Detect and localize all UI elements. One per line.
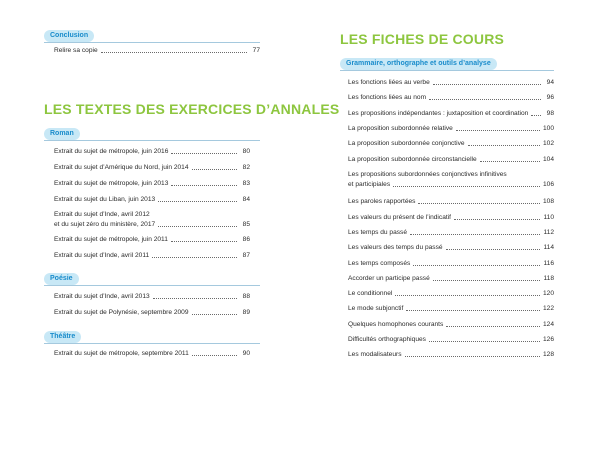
entry-text: Extrait du sujet d’Inde, avril 2013	[54, 293, 150, 300]
entry-page: 83	[242, 180, 250, 187]
entry-text: Les propositions indépendantes : juxtaposition et coordination	[348, 109, 529, 117]
entry-text: Les fonctions liées au verbe	[348, 79, 430, 86]
leader-dots	[405, 356, 540, 357]
leader-dots	[101, 52, 247, 53]
entry-page: 116	[543, 259, 554, 267]
entry-text: et participiales	[348, 180, 391, 188]
entry-page: 96	[546, 94, 554, 102]
toc-entry[interactable]	[54, 292, 250, 301]
leader-dots	[446, 249, 541, 250]
toc-entry[interactable]	[54, 235, 250, 244]
leader-dots	[395, 295, 540, 296]
entry-page: 126	[542, 336, 554, 343]
toc-entry[interactable]	[348, 78, 554, 87]
toc-entry[interactable]	[348, 289, 554, 298]
toc-entry[interactable]	[348, 109, 554, 118]
toc-entry[interactable]	[348, 213, 554, 222]
entry-text: Extrait du sujet de métropole, septembre 2011	[54, 350, 189, 357]
entry-page: 80	[242, 148, 250, 155]
separator	[44, 343, 260, 344]
entry-text: Le mode subjonctif	[348, 305, 404, 313]
leader-dots	[171, 153, 237, 154]
toc-entry[interactable]	[54, 147, 250, 156]
separator	[340, 70, 554, 71]
toc-entry[interactable]	[348, 155, 554, 164]
toc-entry[interactable]	[348, 335, 554, 344]
entry-page: 122	[542, 305, 554, 313]
entry-text: Les valeurs du présent de l’indicatif	[348, 213, 451, 221]
leader-dots	[158, 201, 237, 202]
leader-dots	[454, 219, 540, 220]
toc-entry[interactable]	[348, 124, 554, 133]
toc-entry[interactable]	[348, 259, 554, 268]
leader-dots	[531, 115, 541, 116]
entry-text-line1: Les propositions subordonnées conjonctives infinitives	[348, 170, 507, 178]
leader-dots	[456, 130, 540, 131]
entry-text: Les valeurs des temps du passé	[348, 244, 443, 252]
entry-text: La proposition subordonnée conjonctive	[348, 140, 465, 148]
entry-text: et du sujet zéro du ministère, 2017	[54, 221, 156, 228]
toc-entry[interactable]	[54, 210, 250, 229]
leader-dots	[413, 265, 540, 266]
entry-page: 77	[252, 47, 260, 54]
entry-text: Les temps du passé	[348, 228, 408, 236]
leader-dots	[406, 310, 540, 311]
leader-dots	[153, 298, 237, 299]
entry-text-line1: Extrait du sujet d’Inde, avril 2012	[54, 211, 150, 218]
leader-dots	[171, 185, 237, 186]
leader-dots	[393, 186, 540, 187]
toc-entry[interactable]	[348, 274, 554, 283]
leader-dots	[152, 257, 237, 258]
entry-text: Extrait du sujet de Polynésie, septembre 2009	[54, 309, 189, 316]
leader-dots	[192, 169, 237, 170]
entry-text: Extrait du sujet de métropole, juin 2013	[54, 180, 169, 187]
entry-text: Extrait du sujet d’Inde, avril 2011	[54, 252, 150, 259]
entry-page: 88	[242, 293, 250, 300]
leader-dots	[418, 203, 540, 204]
toc-entry[interactable]	[348, 243, 554, 252]
leader-dots	[480, 161, 540, 162]
entry-page: 82	[242, 164, 250, 171]
leader-dots	[433, 84, 541, 85]
section-badge-roman: Roman	[44, 128, 80, 140]
entry-page: 112	[543, 228, 554, 236]
entry-page: 124	[542, 320, 554, 328]
toc-entry[interactable]	[348, 139, 554, 148]
separator	[44, 42, 260, 43]
entry-page: 104	[542, 155, 554, 163]
entry-text: Extrait du sujet du Liban, juin 2013	[54, 196, 156, 203]
leader-dots	[171, 241, 237, 242]
toc-entry[interactable]	[54, 251, 250, 260]
entry-page: 94	[546, 79, 554, 86]
entry-page: 90	[242, 350, 250, 357]
toc-entry[interactable]	[348, 197, 554, 206]
toc-entry[interactable]	[54, 195, 250, 204]
section-badge-conclusion: Conclusion	[44, 30, 94, 42]
entry-text: Extrait du sujet d’Amérique du Nord, juin 2014	[54, 164, 189, 171]
section-badge-theatre: Théâtre	[44, 331, 81, 343]
entry-text: La proposition subordonnée relative	[348, 124, 453, 132]
leader-dots	[192, 314, 237, 315]
leader-dots	[429, 341, 540, 342]
entry-text: Extrait du sujet de métropole, juin 2016	[54, 148, 169, 155]
toc-entry[interactable]	[348, 320, 554, 329]
toc-entry[interactable]	[348, 93, 554, 102]
leader-dots	[433, 280, 541, 281]
entry-page: 110	[543, 213, 554, 221]
fiches-title: LES FICHES DE COURS	[340, 31, 505, 47]
entry-page: 128	[542, 351, 554, 359]
leader-dots	[192, 355, 237, 356]
leader-dots	[446, 326, 540, 327]
entry-text: La proposition subordonnée circonstancielle	[348, 155, 477, 163]
toc-entry[interactable]	[54, 46, 260, 55]
entry-page: 87	[242, 252, 250, 259]
entry-page: 85	[242, 221, 250, 228]
separator	[44, 140, 260, 141]
leader-dots	[468, 145, 540, 146]
toc-entry[interactable]	[348, 304, 554, 313]
entry-text: Quelques homophones courants	[348, 320, 444, 328]
toc-entry[interactable]	[348, 350, 554, 359]
toc-entry[interactable]	[54, 349, 250, 358]
entry-page: 106	[542, 180, 554, 188]
entry-text: Extrait du sujet de métropole, juin 2011	[54, 236, 168, 243]
entry-text: Accorder un participe passé	[348, 274, 430, 282]
entry-page: 108	[542, 198, 554, 206]
leader-dots	[410, 234, 540, 235]
entry-text: Le conditionnel	[348, 290, 393, 298]
leader-dots	[429, 99, 541, 100]
toc-entry[interactable]	[348, 170, 554, 189]
entry-page: 102	[542, 140, 554, 148]
entry-page: 118	[543, 274, 554, 282]
entry-text: Relire sa copie	[54, 47, 98, 54]
entry-text: Les temps composés	[348, 259, 411, 267]
toc-entry[interactable]	[54, 308, 250, 317]
entry-page: 114	[543, 244, 554, 252]
toc-entry[interactable]	[348, 228, 554, 237]
toc-entry[interactable]	[54, 179, 250, 188]
entry-page: 89	[242, 309, 250, 316]
entry-text: Les paroles rapportées	[348, 198, 416, 206]
entry-page: 98	[546, 109, 554, 117]
entry-page: 84	[242, 196, 250, 203]
entry-text: Les fonctions liées au nom	[348, 94, 427, 102]
entry-page: 86	[242, 236, 250, 243]
separator	[44, 285, 260, 286]
entry-text: Difficultés orthographiques	[348, 336, 426, 343]
annales-title: LES TEXTES DES EXERCICES D’ANNALES	[44, 101, 340, 117]
leader-dots	[158, 226, 237, 227]
entry-page: 120	[542, 290, 554, 298]
section-badge-poesie: Poésie	[44, 273, 79, 285]
section-badge-grammaire: Grammaire, orthographe et outils d’analyse	[340, 58, 497, 70]
entry-text: Les modalisateurs	[348, 351, 402, 359]
toc-entry[interactable]	[54, 163, 250, 172]
entry-page: 100	[542, 124, 554, 132]
